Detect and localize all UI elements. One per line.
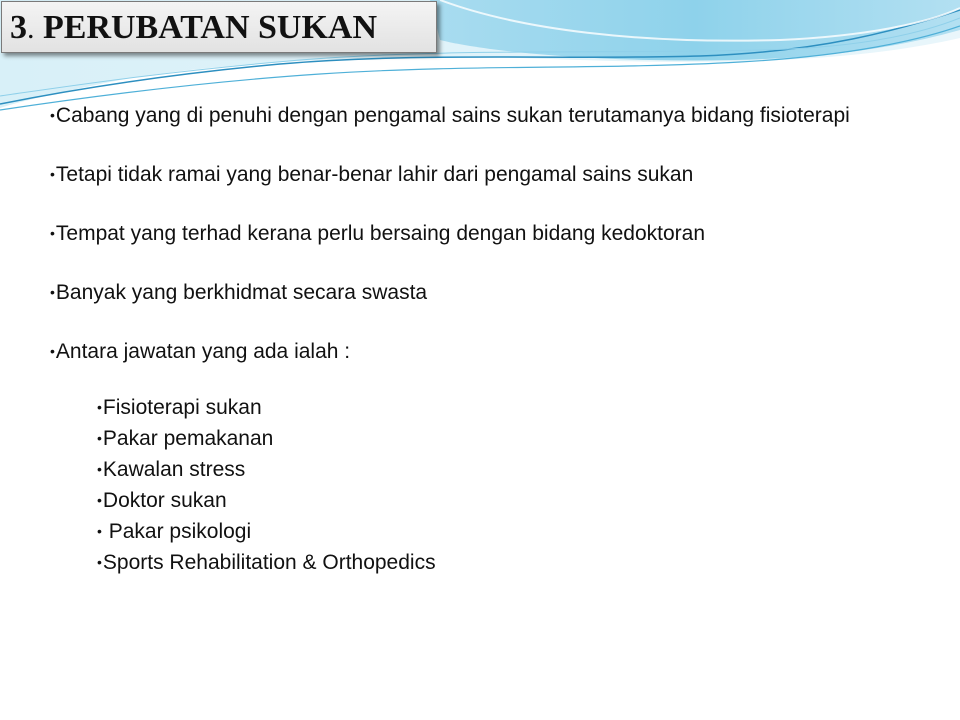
bullet-item-1 bbox=[50, 102, 910, 131]
bullet-item-4 bbox=[50, 279, 910, 308]
bullet-text: Tetapi tidak ramai yang benar-benar lahir dari pengamal sains sukan bbox=[55, 163, 694, 186]
sub-item-5 bbox=[97, 517, 910, 548]
sub-item-text: Sports Rehabilitation & Orthopedics bbox=[102, 551, 436, 574]
sub-item-text: Doktor sukan bbox=[102, 489, 227, 512]
bullet-text: Tempat yang terhad kerana perlu bersaing dengan bidang kedoktoran bbox=[55, 222, 706, 245]
sub-bullet-list bbox=[97, 393, 910, 579]
bullet-item-2 bbox=[50, 161, 910, 190]
sub-item-3 bbox=[97, 455, 910, 486]
sub-item-6 bbox=[97, 548, 910, 579]
bullet-glyph: • bbox=[50, 343, 55, 359]
bullet-item-3 bbox=[50, 220, 910, 249]
bullet-glyph: • bbox=[50, 107, 55, 123]
title-separator: . bbox=[27, 12, 35, 45]
sub-item-text: Kawalan stress bbox=[102, 458, 246, 481]
bullet-glyph: • bbox=[97, 461, 102, 477]
slide-title bbox=[10, 6, 377, 51]
bullet-glyph: • bbox=[97, 492, 102, 508]
sub-item-2 bbox=[97, 424, 910, 455]
sub-item-4 bbox=[97, 486, 910, 517]
bullet-glyph: • bbox=[50, 225, 55, 241]
bullet-glyph: • bbox=[97, 430, 102, 446]
title-text: PERUBATAN SUKAN bbox=[43, 9, 378, 46]
bullet-list bbox=[50, 102, 910, 579]
title-number: 3 bbox=[10, 9, 27, 46]
bullet-text: Banyak yang berkhidmat secara swasta bbox=[55, 281, 428, 304]
title-box bbox=[1, 1, 437, 53]
bullet-glyph: • bbox=[97, 554, 102, 570]
bullet-glyph: • bbox=[50, 166, 55, 182]
sub-item-text: Fisioterapi sukan bbox=[102, 396, 262, 419]
bullet-glyph: • bbox=[97, 399, 102, 415]
bullet-text: Antara jawatan yang ada ialah : bbox=[55, 340, 351, 363]
sub-item-text: Pakar pemakanan bbox=[102, 427, 274, 450]
bullet-glyph: • bbox=[50, 284, 55, 300]
bullet-glyph: • bbox=[97, 523, 102, 539]
bullet-text: Cabang yang di penuhi dengan pengamal sains sukan terutamanya bidang fisioterapi bbox=[55, 104, 850, 127]
sub-item-1 bbox=[97, 393, 910, 424]
bullet-item-5 bbox=[50, 338, 910, 367]
sub-item-text: Pakar psikologi bbox=[102, 520, 252, 543]
